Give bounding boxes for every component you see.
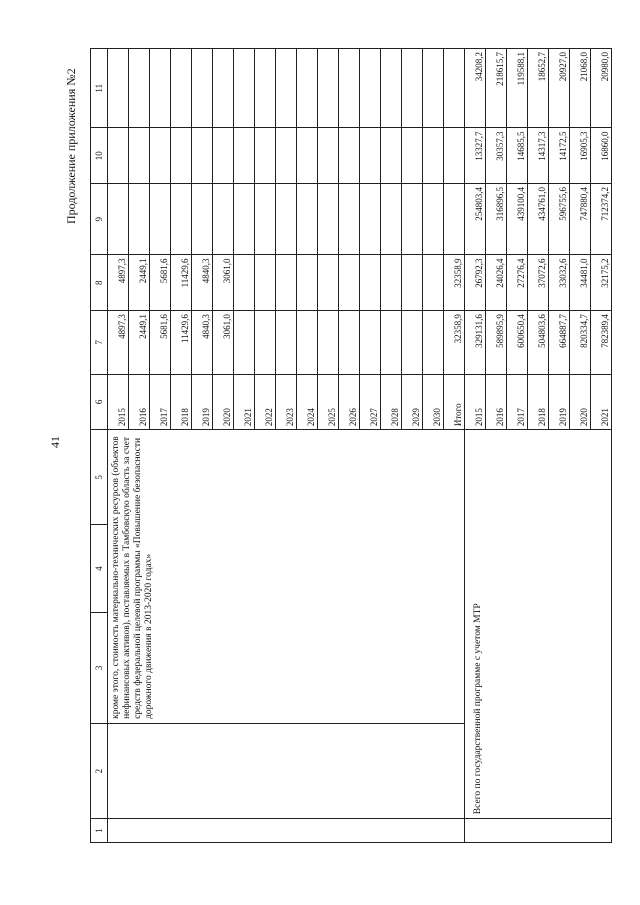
value-cell: 14685,5 — [507, 128, 528, 184]
col-header-9: 9 — [91, 184, 108, 255]
value-cell: 2449,1 — [129, 311, 150, 375]
value-cell — [297, 255, 318, 311]
section1-description: кроме этого, стоимость материально-технических ресурсов (объектов нефинансовых активов), поставляемых в Тамбовскую область за счет средств федеральной целевой программы «Повышение безопасности дорожного движения в 2013-2020 годах» — [108, 430, 465, 724]
value-cell — [255, 128, 276, 184]
total-label: Итого — [444, 374, 465, 430]
cell-empty — [108, 723, 465, 818]
value-cell — [444, 184, 465, 255]
col-header-11: 11 — [91, 49, 108, 128]
year-cell: 2021 — [591, 374, 612, 430]
value-cell — [339, 311, 360, 375]
value-cell — [318, 311, 339, 375]
value-cell: 16905,3 — [570, 128, 591, 184]
value-cell — [444, 49, 465, 128]
value-cell: 5681,6 — [150, 311, 171, 375]
value-cell: 254803,4 — [465, 184, 486, 255]
value-cell: 218615,7 — [486, 49, 507, 128]
value-cell — [339, 128, 360, 184]
value-cell: 504803,6 — [528, 311, 549, 375]
section2-label: Всего по государственной программе с учетом МТР — [465, 430, 612, 819]
value-cell — [234, 49, 255, 128]
value-cell — [318, 128, 339, 184]
value-cell: 4840,3 — [192, 255, 213, 311]
value-cell: 316896,5 — [486, 184, 507, 255]
value-cell — [318, 184, 339, 255]
value-cell — [234, 128, 255, 184]
value-cell — [255, 311, 276, 375]
value-cell — [339, 255, 360, 311]
value-cell — [171, 128, 192, 184]
value-cell: 119588,1 — [507, 49, 528, 128]
year-cell: 2029 — [402, 374, 423, 430]
year-cell: 2027 — [360, 374, 381, 430]
value-cell — [339, 49, 360, 128]
value-cell — [192, 128, 213, 184]
value-cell — [255, 255, 276, 311]
col-header-10: 10 — [91, 128, 108, 184]
total-value: 32358,9 — [444, 311, 465, 375]
table-row — [465, 49, 486, 843]
value-cell — [381, 49, 402, 128]
value-cell: 3061,0 — [213, 311, 234, 375]
value-cell — [297, 311, 318, 375]
value-cell — [276, 255, 297, 311]
year-cell: 2024 — [297, 374, 318, 430]
year-cell: 2017 — [150, 374, 171, 430]
value-cell: 27276,4 — [507, 255, 528, 311]
value-cell — [129, 49, 150, 128]
value-cell — [360, 255, 381, 311]
value-cell: 18652,7 — [528, 49, 549, 128]
value-cell — [297, 49, 318, 128]
value-cell — [108, 128, 129, 184]
value-cell — [276, 49, 297, 128]
cell-empty — [465, 819, 612, 843]
value-cell: 589895,9 — [486, 311, 507, 375]
value-cell — [129, 184, 150, 255]
value-cell: 16860,0 — [591, 128, 612, 184]
value-cell: 782389,4 — [591, 311, 612, 375]
value-cell — [381, 128, 402, 184]
value-cell — [276, 128, 297, 184]
col-header-1: 1 — [91, 819, 108, 843]
year-cell: 2016 — [486, 374, 507, 430]
value-cell: 596755,6 — [549, 184, 570, 255]
value-cell: 37072,6 — [528, 255, 549, 311]
value-cell — [108, 184, 129, 255]
value-cell — [192, 184, 213, 255]
value-cell: 20927,0 — [549, 49, 570, 128]
value-cell — [360, 49, 381, 128]
value-cell — [402, 49, 423, 128]
value-cell — [381, 255, 402, 311]
value-cell — [402, 184, 423, 255]
value-cell — [444, 128, 465, 184]
value-cell: 747880,4 — [570, 184, 591, 255]
value-cell — [423, 311, 444, 375]
value-cell: 712374,2 — [591, 184, 612, 255]
value-cell — [213, 49, 234, 128]
value-cell: 26792,3 — [465, 255, 486, 311]
year-cell: 2016 — [129, 374, 150, 430]
value-cell — [108, 49, 129, 128]
value-cell — [423, 128, 444, 184]
value-cell — [276, 311, 297, 375]
value-cell: 21068,0 — [570, 49, 591, 128]
value-cell: 20980,0 — [591, 49, 612, 128]
year-cell: 2015 — [465, 374, 486, 430]
col-header-2: 2 — [91, 723, 108, 818]
value-cell — [402, 255, 423, 311]
value-cell — [234, 184, 255, 255]
value-cell: 434761,0 — [528, 184, 549, 255]
header-row — [91, 49, 108, 843]
col-header-7: 7 — [91, 311, 108, 375]
value-cell: 329131,6 — [465, 311, 486, 375]
value-cell: 30357,3 — [486, 128, 507, 184]
value-cell — [360, 311, 381, 375]
year-cell: 2021 — [234, 374, 255, 430]
value-cell — [255, 184, 276, 255]
value-cell — [171, 184, 192, 255]
year-cell: 2019 — [192, 374, 213, 430]
value-cell — [297, 128, 318, 184]
col-header-4: 4 — [91, 525, 108, 612]
value-cell — [339, 184, 360, 255]
value-cell — [171, 49, 192, 128]
value-cell — [234, 311, 255, 375]
year-cell: 2026 — [339, 374, 360, 430]
col-header-3: 3 — [91, 612, 108, 723]
value-cell: 34481,0 — [570, 255, 591, 311]
value-cell — [402, 128, 423, 184]
col-header-5: 5 — [91, 430, 108, 525]
value-cell — [318, 255, 339, 311]
value-cell: 5681,6 — [150, 255, 171, 311]
value-cell — [150, 49, 171, 128]
value-cell — [297, 184, 318, 255]
value-cell: 4897,3 — [108, 255, 129, 311]
value-cell — [150, 184, 171, 255]
year-cell: 2019 — [549, 374, 570, 430]
value-cell: 664887,7 — [549, 311, 570, 375]
value-cell: 11429,6 — [171, 311, 192, 375]
page-number: 41 — [48, 436, 62, 448]
value-cell — [360, 128, 381, 184]
value-cell: 439100,4 — [507, 184, 528, 255]
value-cell — [255, 49, 276, 128]
financing-table — [90, 48, 612, 843]
financing-table-wrapper — [90, 48, 612, 843]
value-cell: 33032,6 — [549, 255, 570, 311]
value-cell — [423, 255, 444, 311]
value-cell: 4840,3 — [192, 311, 213, 375]
value-cell: 600650,4 — [507, 311, 528, 375]
year-cell: 2020 — [570, 374, 591, 430]
value-cell — [423, 184, 444, 255]
cell-empty — [108, 819, 465, 843]
value-cell: 11429,6 — [171, 255, 192, 311]
value-cell — [129, 128, 150, 184]
value-cell: 32175,2 — [591, 255, 612, 311]
value-cell — [381, 184, 402, 255]
value-cell: 24026,4 — [486, 255, 507, 311]
year-cell: 2020 — [213, 374, 234, 430]
year-cell: 2025 — [318, 374, 339, 430]
col-header-6: 6 — [91, 374, 108, 430]
value-cell — [318, 49, 339, 128]
year-cell: 2022 — [255, 374, 276, 430]
value-cell: 14172,5 — [549, 128, 570, 184]
appendix-title: Продолжение приложения №2 — [64, 68, 78, 224]
value-cell: 13327,7 — [465, 128, 486, 184]
value-cell — [423, 49, 444, 128]
year-cell: 2015 — [108, 374, 129, 430]
value-cell — [402, 311, 423, 375]
table-row — [108, 49, 129, 843]
value-cell — [234, 255, 255, 311]
value-cell — [276, 184, 297, 255]
value-cell — [360, 184, 381, 255]
total-value: 32358,9 — [444, 255, 465, 311]
year-cell: 2018 — [171, 374, 192, 430]
value-cell: 2449,1 — [129, 255, 150, 311]
value-cell: 34208,2 — [465, 49, 486, 128]
value-cell — [150, 128, 171, 184]
value-cell: 14317,3 — [528, 128, 549, 184]
value-cell — [381, 311, 402, 375]
year-cell: 2018 — [528, 374, 549, 430]
year-cell: 2028 — [381, 374, 402, 430]
value-cell — [192, 49, 213, 128]
value-cell: 4897,3 — [108, 311, 129, 375]
year-cell: 2030 — [423, 374, 444, 430]
value-cell: 3061,0 — [213, 255, 234, 311]
year-cell: 2017 — [507, 374, 528, 430]
value-cell: 820334,7 — [570, 311, 591, 375]
value-cell — [213, 128, 234, 184]
col-header-8: 8 — [91, 255, 108, 311]
value-cell — [213, 184, 234, 255]
year-cell: 2023 — [276, 374, 297, 430]
